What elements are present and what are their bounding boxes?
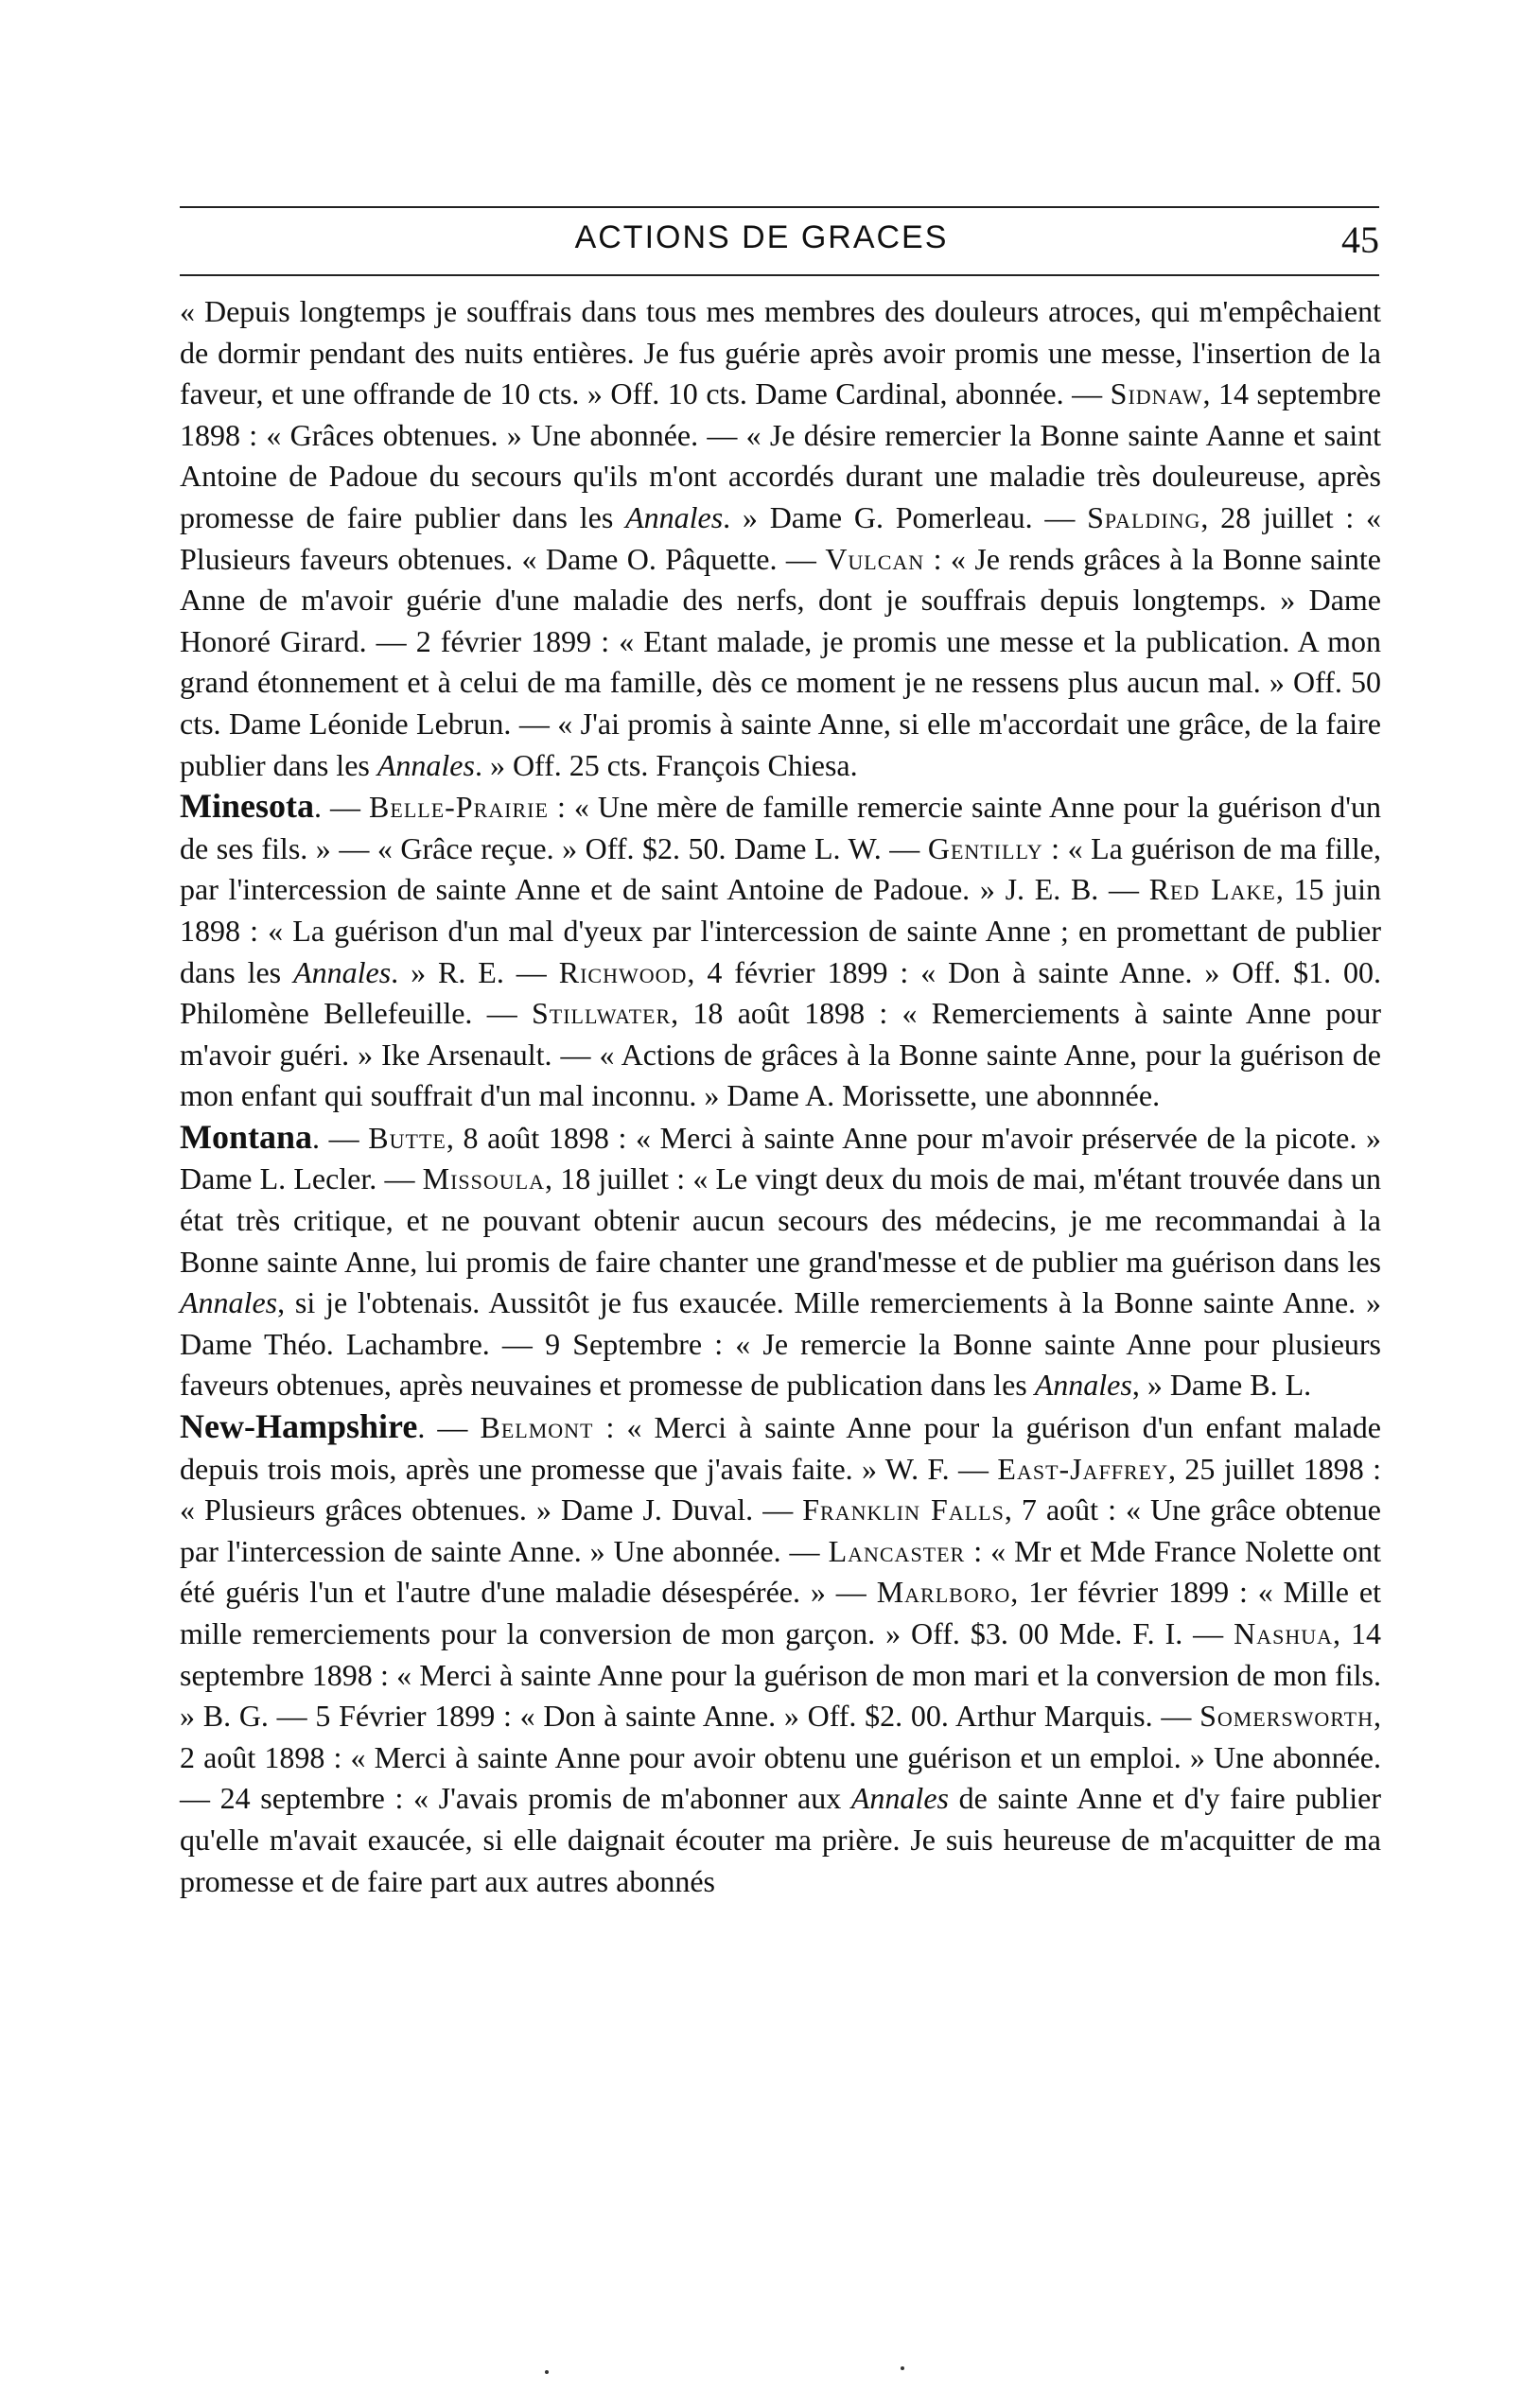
text-run: , 18 août 1898 : « Remerciements à sainte Anne pour m'avoir guéri. » Ike Arsenault. — « Actions de grâces à la Bonne sainte Anne, pour la guérison de mon enfant qui souffrait d'un mal inconnu. » Dame A. Morissette, une abonnnée. <box>180 996 1381 1113</box>
publication-title: Annales <box>180 1285 278 1320</box>
paragraph-p2 <box>180 786 1381 1117</box>
publication-title: Annales <box>850 1781 949 1816</box>
place-name: Belmont <box>480 1410 594 1445</box>
text-run: : « Je rends grâces à la Bonne sainte Anne de m'avoir guérie d'une maladie des nerfs, dont je souffrais depuis longtemps. » Dame Honoré Girard. — 2 février 1899 : « Etant malade, je promis une messe et la publication. A mon grand étonnement et à celui de ma famille, dès ce moment je ne ressens plus aucun mal. » Off. 50 cts. Dame Léonide Lebrun. — « J'ai promis à sainte Anne, si elle m'accordait une grâce, de la faire publier dans les <box>180 541 1382 782</box>
text-run: . » Off. 25 cts. François Chiesa. <box>474 747 858 782</box>
publication-title: Annales <box>1034 1368 1132 1403</box>
print-speck <box>901 2366 904 2370</box>
place-name: Lancaster <box>828 1533 966 1568</box>
text-run: . » R. E. — <box>391 954 559 989</box>
text-run: , 25 juillet 1898 : « Plusieurs grâces obtenues. » Dame J. Duval. — <box>180 1451 1382 1527</box>
text-run: . » Dame G. Pomerleau. — <box>723 499 1088 534</box>
place-name: Nashua <box>1234 1616 1334 1650</box>
text-run: . — <box>312 1120 369 1155</box>
text-run: , 2 août 1898 : « Merci à sainte Anne pour avoir obtenu une guérison et un emploi. » Une abonnée. — 24 septembre : « J'avais promis de m'abonner aux <box>180 1699 1381 1816</box>
place-name: Red Lake <box>1148 872 1276 907</box>
place-name: Marlboro <box>876 1575 1011 1610</box>
place-name: Belle-Prairie <box>369 790 549 825</box>
text-run: , 4 février 1899 : « Don à sainte Anne. » Off. $1. 00. Philomène Bellefeuille. — <box>180 954 1382 1031</box>
text-run: , 14 septembre 1898 : « Merci à sainte Anne pour la guérison de mon mari et la conversion de mon fils. » B. G. — 5 Février 1899 : « Don à sainte Anne. » Off. $2. 00. Arthur Marquis. — <box>180 1616 1382 1734</box>
place-name: Sidnaw <box>1110 376 1203 411</box>
text-run: , 15 juin 1898 : « La guérison d'un mal d'yeux par l'intercession de sainte Anne ; en promettant de publier dans les <box>180 872 1382 989</box>
place-name: Richwood <box>558 954 688 989</box>
text-run: , si je l'obtenais. Aussitôt je fus exaucée. Mille remerciements à la Bonne sainte Anne. » Dame Théo. Lachambre. — 9 Septembre : « Je remercie la Bonne sainte Anne pour plusieurs faveurs obtenues, après neuvaines et promesse de publication dans les <box>180 1285 1381 1403</box>
place-name: Somersworth <box>1199 1699 1374 1734</box>
publication-title: Annales <box>376 747 475 782</box>
text-run: de sainte Anne et d'y faire publier qu'elle m'avait exaucée, si elle daignait écouter ma prière. Je suis heureuse de m'acquitter de ma promesse et de faire part aux autres abonnés <box>180 1781 1382 1898</box>
place-name: Butte <box>368 1120 446 1155</box>
publication-title: Annales <box>293 954 392 989</box>
place-name: Stillwater <box>531 996 672 1031</box>
text-run: , 8 août 1898 : « Merci à sainte Anne pour m'avoir préservée de la picote. » Dame L. Lecler. — <box>180 1120 1381 1196</box>
text-run: , 28 juillet : « Plusieurs faveurs obtenues. « Dame O. Pâquette. — <box>180 499 1382 576</box>
header-rule-top <box>180 206 1379 208</box>
text-run: « Depuis longtemps je souffrais dans tous mes membres des douleurs atroces, qui m'empêchaient de dormir pendant des nuits entières. Je fus guérie après avoir promis une messe, l'insertion de la faveur, et une offrande de 10 cts. » Off. 10 cts. Dame Cardinal, abonnée. — <box>180 294 1381 411</box>
place-name: Gentilly <box>927 830 1043 865</box>
place-name: Spalding <box>1087 499 1201 534</box>
place-name: East-Jaffrey <box>997 1451 1168 1486</box>
place-name: Missoula <box>422 1161 546 1196</box>
text-run: : « Mr et Mde France Nolette ont été guéris l'un et l'autre d'une maladie désespérée. » — <box>180 1533 1382 1610</box>
text-run: : « La guérison de ma fille, par l'intercession de sainte Anne et de saint Antoine de Padoue. » J. E. B. — <box>180 830 1382 907</box>
state-heading: New-Hampshire <box>180 1407 418 1446</box>
state-heading: Montana <box>180 1117 313 1156</box>
state-heading: Minesota <box>180 787 314 826</box>
text-run: : « Merci à sainte Anne pour la guérison d'un enfant malade depuis trois mois, après une promesse que j'avais faite. » W. F. — <box>180 1410 1382 1486</box>
text-run: , 14 septembre 1898 : « Grâces obtenues. » Une abonnée. — « Je désire remercier la Bonne sainte Aanne et saint Antoine de Padoue du secours qu'ils m'ont accordés durant une maladie très douleureuse, après promesse de faire publier dans les <box>180 376 1382 534</box>
paragraph-p3 <box>180 1117 1381 1406</box>
header-rule-bottom <box>180 274 1379 276</box>
text-run: . — <box>313 790 370 825</box>
place-name: Vulcan <box>825 541 925 576</box>
page-number: 45 <box>1341 218 1379 261</box>
publication-title: Annales <box>625 499 724 534</box>
paragraph-p4 <box>180 1406 1381 1902</box>
running-header-title: ACTIONS DE GRACES <box>574 219 949 255</box>
text-run: : « Une mère de famille remercie sainte Anne pour la guérison d'un de ses fils. » — « Grâce reçue. » Off. $2. 50. Dame L. W. — <box>180 790 1382 865</box>
place-name: Franklin Falls <box>802 1492 1005 1527</box>
text-run: , 18 juillet : « Le vingt deux du mois de mai, m'étant trouvée dans un état très critique, et ne pouvant obtenir aucun secours des médecins, je me recommandai à la Bonne sainte Anne, lui promis de faire chanter une grand'messe et de publier ma guérison dans les <box>180 1161 1382 1279</box>
body-text <box>180 291 1381 1902</box>
text-run: . — <box>417 1410 481 1445</box>
paragraph-p1 <box>180 291 1381 786</box>
print-speck <box>545 2370 549 2374</box>
text-run: , 7 août : « Une grâce obtenue par l'intercession de sainte Anne. » Une abonnée. — <box>180 1492 1381 1568</box>
text-run: , 1er février 1899 : « Mille et mille remerciements pour la conversion de mon garçon. » Off. $3. 00 Mde. F. I. — <box>180 1575 1382 1650</box>
text-run: , » Dame B. L. <box>1131 1368 1312 1403</box>
